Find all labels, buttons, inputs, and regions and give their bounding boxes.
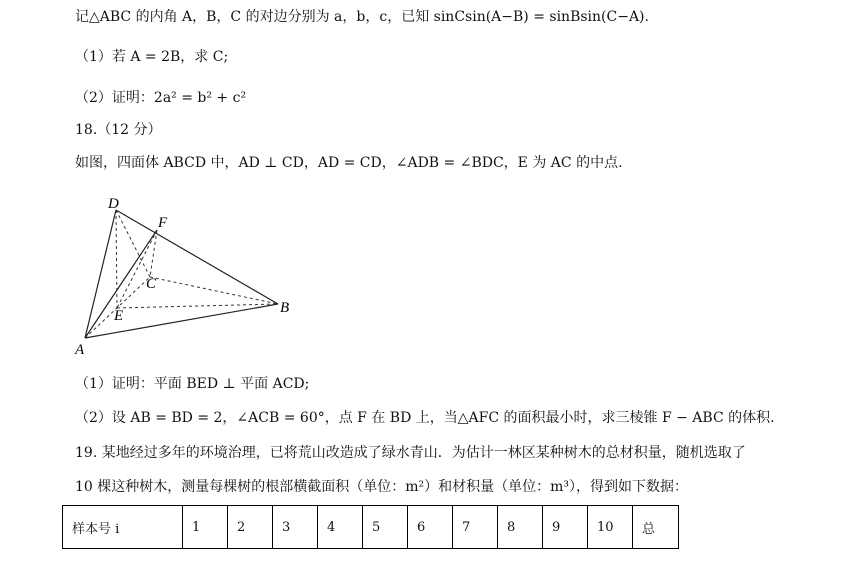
table-cell: 6 <box>408 506 453 549</box>
problem18-intro: 如图，四面体 ABCD 中，AD ⊥ CD，AD = CD，∠ADB = ∠BDC，E 为 AC 的中点. <box>75 155 623 171</box>
problem17-intro: 记△ABC 的内角 A，B，C 的对边分别为 a，b，c，已知 sinCsin(A−B) = sinBsin(C−A). <box>75 9 649 25</box>
table-cell: 9 <box>543 506 588 549</box>
table-cell: 样本号 i <box>63 506 183 549</box>
table-cell: 1 <box>183 506 228 549</box>
problem17-question-2: （2）证明：2a² = b² + c² <box>75 90 247 106</box>
label-B: B <box>280 300 290 316</box>
table-cell: 3 <box>273 506 318 549</box>
table-cell: 8 <box>498 506 543 549</box>
label-F: F <box>158 215 168 231</box>
table-cell: 4 <box>318 506 363 549</box>
problem18-question-1: （1）证明：平面 BED ⊥ 平面 ACD; <box>75 376 310 392</box>
label-D: D <box>108 196 119 212</box>
table-cell: 5 <box>363 506 408 549</box>
problem18-question-2: （2）设 AB = BD = 2，∠ACB = 60°，点 F 在 BD 上，当△AFC 的面积最小时，求三棱锥 F − ABC 的体积. <box>75 410 775 426</box>
table-cell: 2 <box>228 506 273 549</box>
problem19-line-2: 10 棵这种树木，测量每棵树的根部横截面积（单位：m²）和材积量（单位：m³），得到如下数据： <box>75 479 689 495</box>
table-cell: 10 <box>588 506 633 549</box>
problem19-line-1: 19. 某地经过多年的环境治理，已将荒山改造成了绿水青山．为估计一林区某种树木的总材积量，随机选取了 <box>75 445 746 461</box>
table-cell: 7 <box>453 506 498 549</box>
problem18-heading: 18.（12 分） <box>75 122 162 138</box>
table-row <box>63 506 679 549</box>
tetrahedron-figure <box>70 192 310 362</box>
label-C: C <box>146 276 157 292</box>
data-table <box>62 505 679 549</box>
table-cell: 总 <box>633 506 679 549</box>
label-E: E <box>114 308 124 324</box>
label-A: A <box>75 342 85 358</box>
problem17-question-1: （1）若 A = 2B，求 C; <box>75 49 229 65</box>
